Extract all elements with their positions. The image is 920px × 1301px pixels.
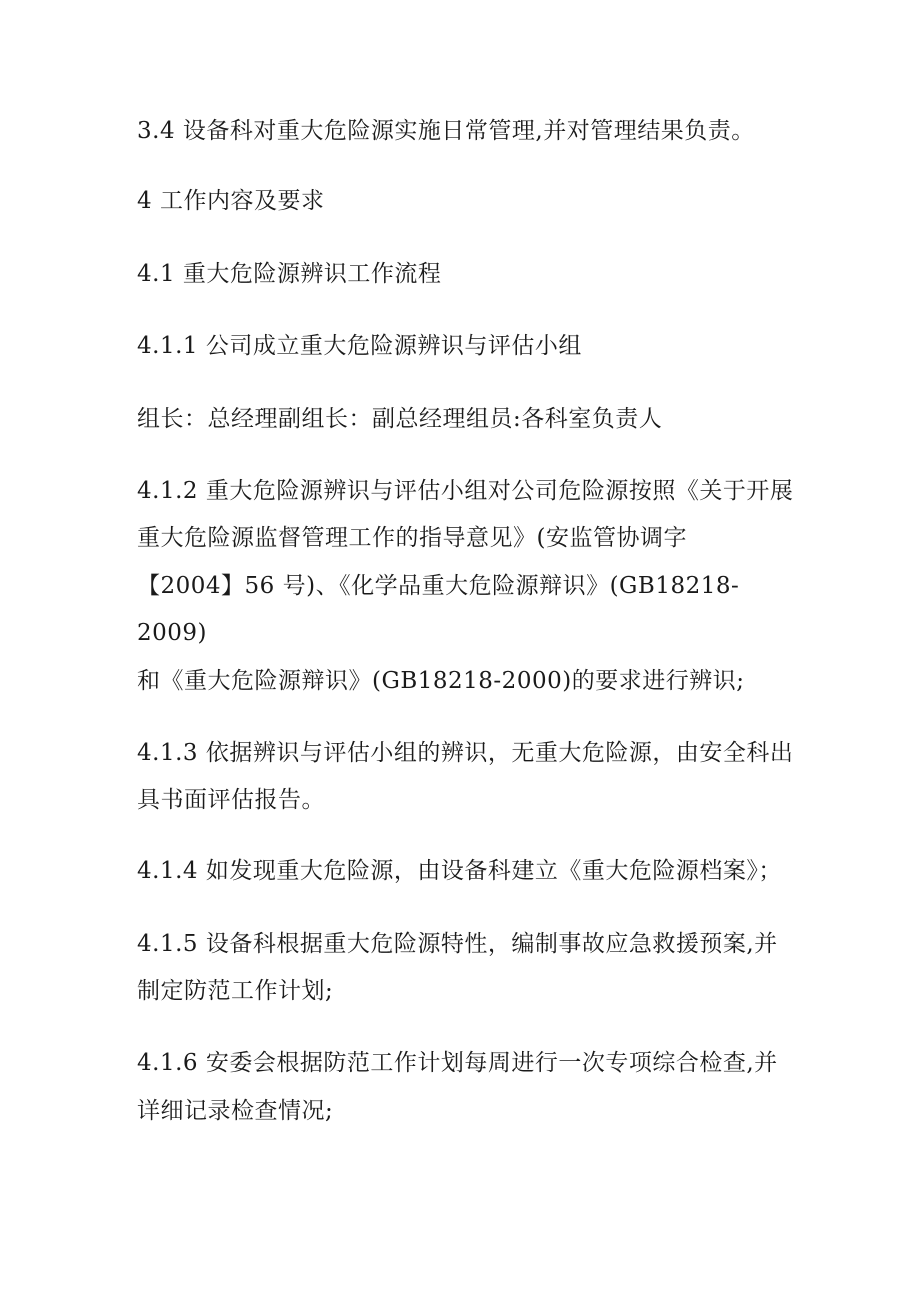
text-line-4-1-2-a: 4.1.2 重大危险源辨识与评估小组对公司危险源按照《关于开展 <box>137 478 794 504</box>
text-line-4-1-2-c: 【2004】56 号)、《化学品重大危险源辩识》(GB18218- <box>137 573 740 599</box>
text-line-3-4: 3.4 设备科对重大危险源实施日常管理,并对管理结果负责。 <box>137 118 755 144</box>
text-line-4-1-2-e: 和《重大危险源辩识》(GB18218-2000)的要求进行辨识; <box>137 668 745 694</box>
text-line-4-1-1: 4.1.1 公司成立重大危险源辨识与评估小组 <box>137 333 582 359</box>
text-line-4-1-2-b: 重大危险源监督管理工作的指导意见》(安监管协调字 <box>137 525 687 551</box>
text-line-4-1-3-a: 4.1.3 依据辨识与评估小组的辨识，无重大危险源，由安全科出 <box>137 740 794 766</box>
text-line-4-1-6-a: 4.1.6 安委会根据防范工作计划每周进行一次专项综合检查,并 <box>137 1050 778 1076</box>
heading-4: 4 工作内容及要求 <box>137 188 325 214</box>
text-line-4-1-5-a: 4.1.5 设备科根据重大危险源特性，编制事故应急救援预案,并 <box>137 931 778 957</box>
text-line-4-1-2-d: 2009) <box>137 620 208 646</box>
text-line-4-1-5-b: 制定防范工作计划; <box>137 978 334 1004</box>
text-line-4-1-6-b: 详细记录检查情况; <box>137 1098 334 1124</box>
heading-4-1: 4.1 重大危险源辨识工作流程 <box>137 261 442 287</box>
text-line-4-1-3-b: 具书面评估报告。 <box>137 787 325 813</box>
text-line-team: 组长：总经理副组长：副总经理组员:各科室负责人 <box>137 406 663 432</box>
text-line-4-1-4: 4.1.4 如发现重大危险源，由设备科建立《重大危险源档案》； <box>137 858 782 884</box>
